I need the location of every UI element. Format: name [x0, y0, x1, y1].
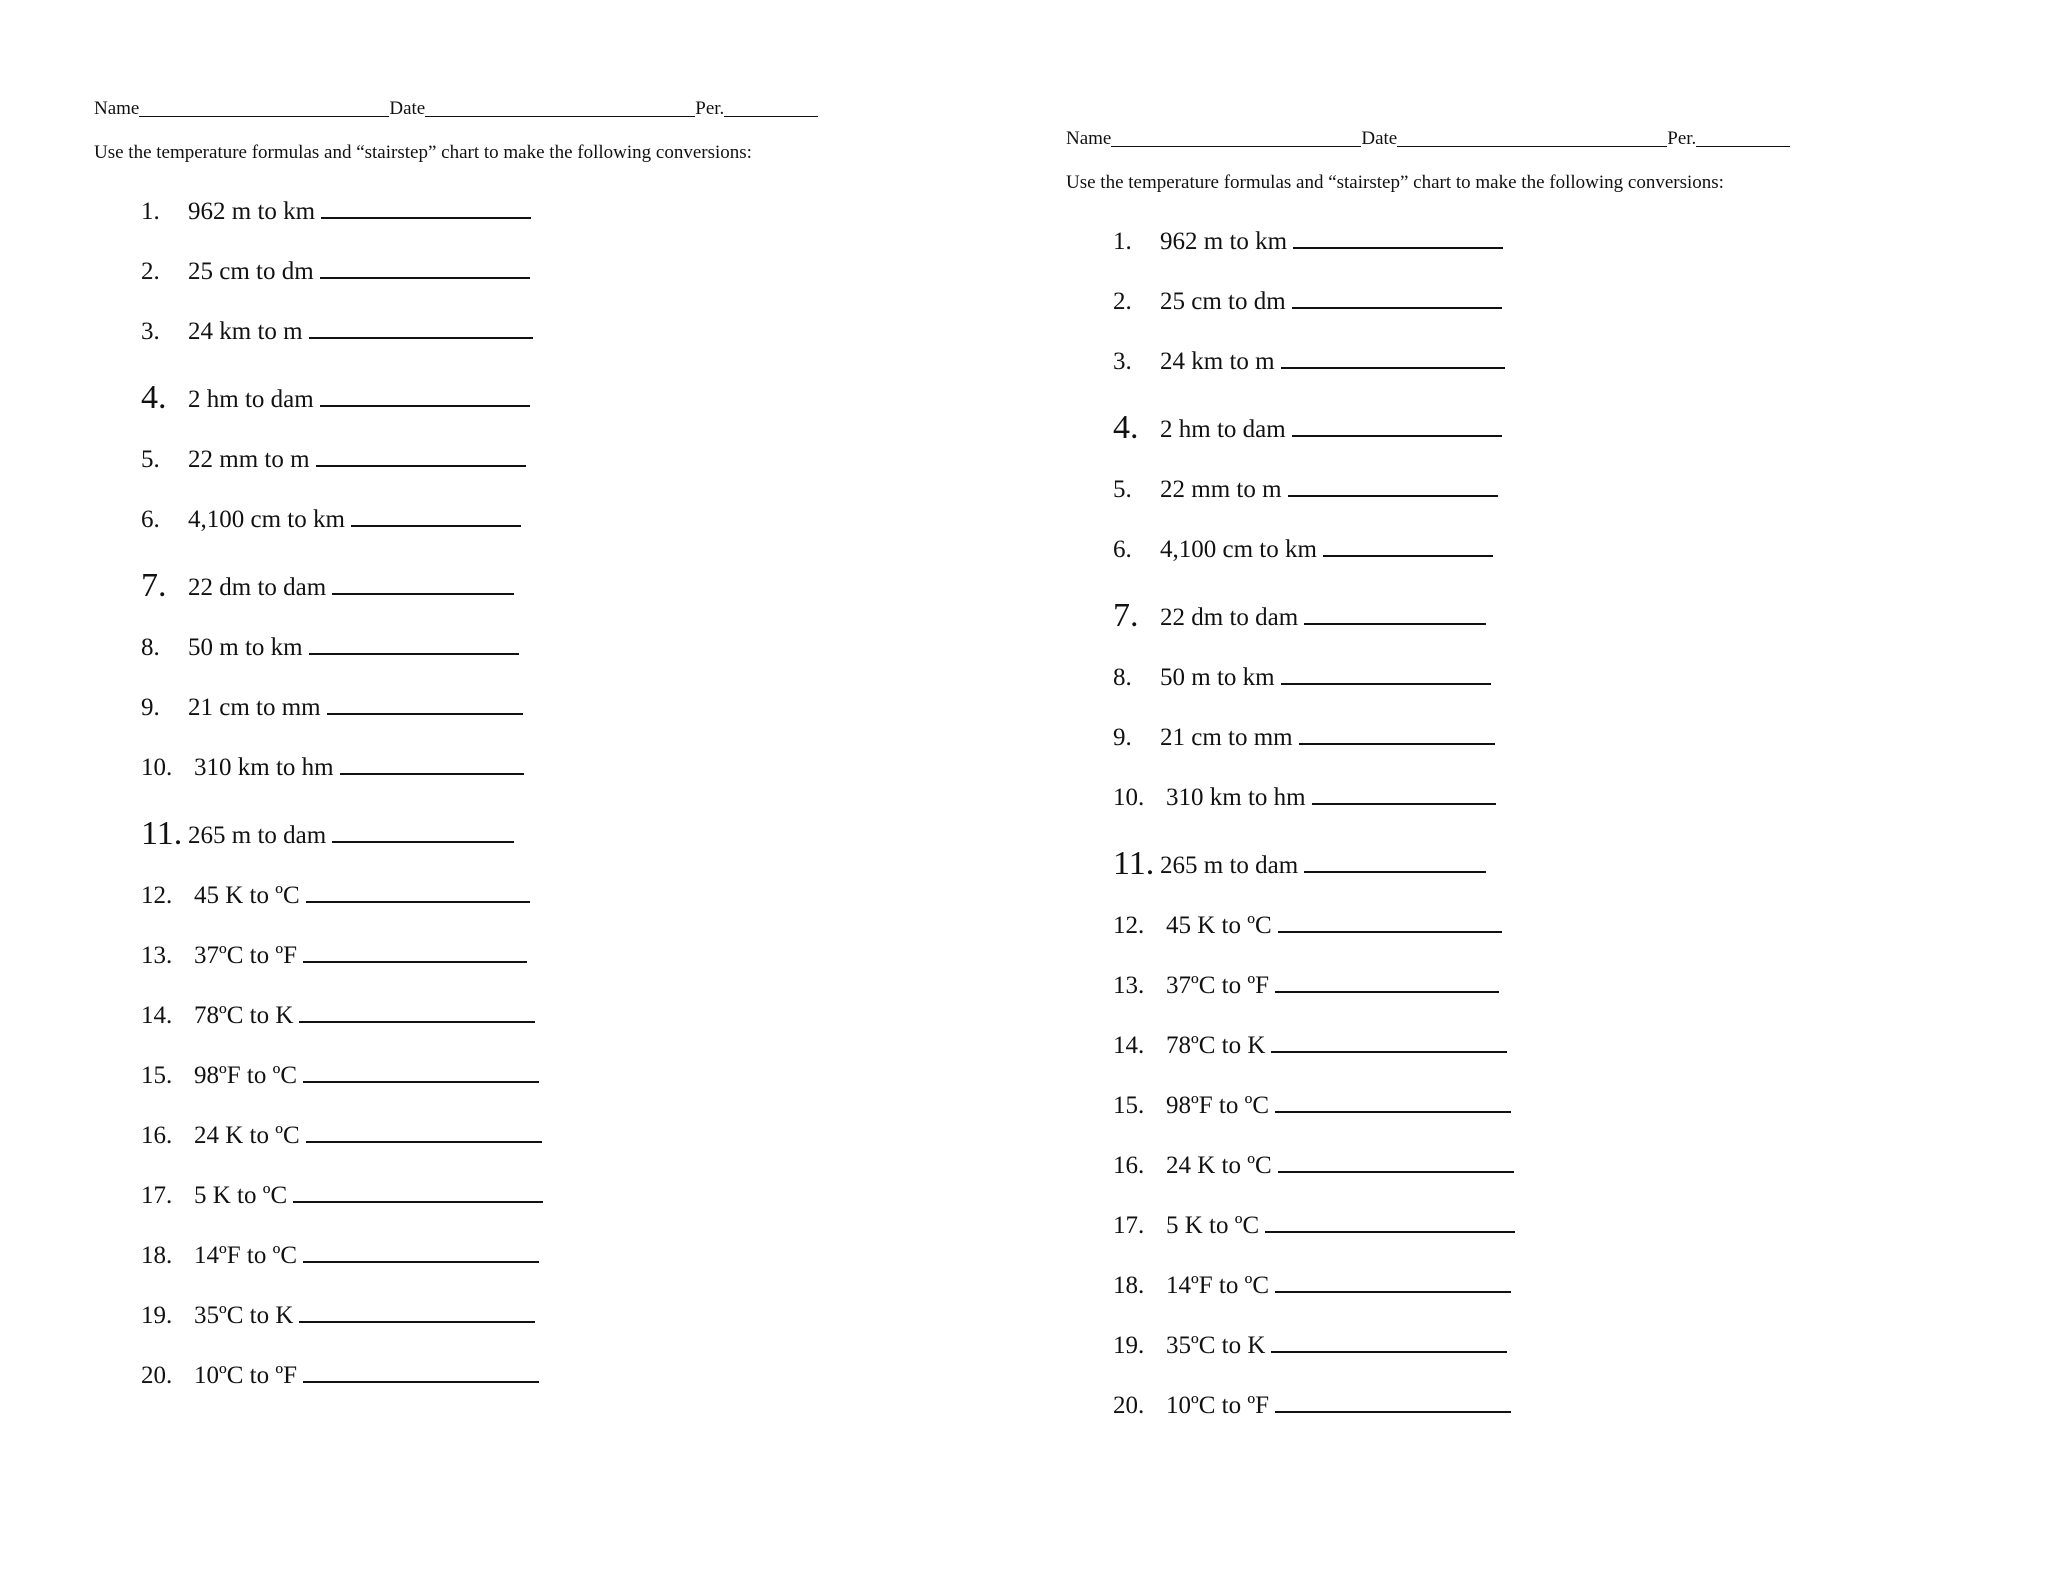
- problem-question: 98ºF to ºC: [1166, 1092, 1270, 1119]
- problem-item: [94, 364, 1034, 432]
- problem-number: 16.: [141, 1122, 173, 1149]
- answer-blank[interactable]: [1275, 1271, 1511, 1293]
- problem-item: [94, 1228, 1034, 1288]
- problem-number: 7.: [1113, 597, 1139, 634]
- problem-item: [94, 620, 1034, 680]
- problem-list: [1066, 214, 2006, 1438]
- problem-question: 45 K to ºC: [194, 882, 300, 909]
- problem-item: [1066, 710, 2006, 770]
- problem-question: 50 m to km: [188, 634, 303, 661]
- problem-text-wrap: [188, 385, 530, 414]
- problem-item: [1066, 898, 2006, 958]
- problem-item: [94, 552, 1034, 620]
- problem-question: 24 km to m: [188, 318, 303, 345]
- problem-text-wrap: [1160, 851, 1486, 880]
- answer-blank[interactable]: [327, 693, 523, 715]
- answer-blank[interactable]: [303, 1061, 539, 1083]
- problem-item: [94, 184, 1034, 244]
- problem-item: [1066, 522, 2006, 582]
- problem-text-wrap: [194, 1121, 542, 1150]
- problem-question: 35ºC to K: [1166, 1332, 1266, 1359]
- answer-blank[interactable]: [299, 1301, 535, 1323]
- problem-number: 18.: [141, 1242, 173, 1269]
- answer-blank[interactable]: [332, 573, 514, 595]
- answer-blank[interactable]: [321, 197, 531, 219]
- problem-item: [1066, 274, 2006, 334]
- name-label: Name: [1066, 128, 1112, 149]
- date-blank[interactable]: [425, 98, 695, 117]
- problem-question: 5 K to ºC: [194, 1182, 288, 1209]
- answer-blank[interactable]: [1304, 851, 1486, 873]
- answer-blank[interactable]: [1271, 1031, 1507, 1053]
- answer-blank[interactable]: [332, 821, 514, 843]
- problem-number: 15.: [1113, 1092, 1145, 1119]
- worksheet-left: [94, 96, 1034, 1408]
- problem-question: 310 km to hm: [1166, 784, 1306, 811]
- period-blank[interactable]: [1696, 128, 1790, 147]
- problem-question: 962 m to km: [1160, 228, 1288, 255]
- problem-text-wrap: [188, 505, 521, 534]
- problem-number: 13.: [1113, 972, 1145, 999]
- answer-blank[interactable]: [1288, 475, 1498, 497]
- problem-text-wrap: [1160, 535, 1493, 564]
- date-label: Date: [389, 98, 426, 119]
- problem-question: 22 mm to m: [1160, 476, 1282, 503]
- instructions: Use the temperature formulas and “stairstep” chart to make the following conversions:: [94, 142, 752, 163]
- problem-number: 15.: [141, 1062, 173, 1089]
- problem-question: 98ºF to ºC: [194, 1062, 298, 1089]
- answer-blank[interactable]: [1281, 347, 1505, 369]
- problem-item: [1066, 1198, 2006, 1258]
- problem-question: 35ºC to K: [194, 1302, 294, 1329]
- problem-text-wrap: [1166, 783, 1496, 812]
- problem-item: [1066, 462, 2006, 522]
- answer-blank[interactable]: [306, 881, 530, 903]
- student-info-line: [94, 96, 1034, 120]
- student-info-line: [1066, 126, 2006, 150]
- problem-number: 18.: [1113, 1272, 1145, 1299]
- problem-number: 11.: [141, 815, 183, 852]
- problem-item: [1066, 1138, 2006, 1198]
- problem-number: 2.: [1113, 288, 1132, 315]
- problem-question: 21 cm to mm: [1160, 724, 1293, 751]
- problem-number: 10.: [141, 754, 173, 781]
- problem-item: [94, 680, 1034, 740]
- problem-number: 16.: [1113, 1152, 1145, 1179]
- problem-number: 3.: [141, 318, 160, 345]
- problem-text-wrap: [1160, 347, 1505, 376]
- answer-blank[interactable]: [316, 445, 526, 467]
- problem-list: [94, 184, 1034, 1408]
- problem-question: 25 cm to dm: [188, 258, 314, 285]
- answer-blank[interactable]: [351, 505, 521, 527]
- answer-blank[interactable]: [303, 1241, 539, 1263]
- problem-text-wrap: [194, 1241, 539, 1270]
- answer-blank[interactable]: [303, 941, 527, 963]
- answer-blank[interactable]: [1299, 723, 1495, 745]
- answer-blank[interactable]: [1292, 415, 1502, 437]
- problem-question: 78ºC to K: [194, 1002, 294, 1029]
- problem-item: [94, 928, 1034, 988]
- problem-text-wrap: [1166, 971, 1499, 1000]
- answer-blank[interactable]: [309, 633, 519, 655]
- problem-item: [1066, 214, 2006, 274]
- problem-item: [1066, 1258, 2006, 1318]
- answer-blank[interactable]: [1281, 663, 1491, 685]
- problem-item: [1066, 1378, 2006, 1438]
- problem-number: 17.: [1113, 1212, 1145, 1239]
- problem-question: 4,100 cm to km: [188, 506, 345, 533]
- problem-number: 6.: [1113, 536, 1132, 563]
- problem-item: [94, 1108, 1034, 1168]
- problem-question: 22 mm to m: [188, 446, 310, 473]
- problem-item: [1066, 582, 2006, 650]
- problem-item: [1066, 958, 2006, 1018]
- answer-blank[interactable]: [340, 753, 524, 775]
- problem-text-wrap: [188, 633, 519, 662]
- problem-number: 14.: [141, 1002, 173, 1029]
- period-label: Per.: [695, 98, 725, 119]
- problem-item: [1066, 770, 2006, 830]
- answer-blank[interactable]: [306, 1121, 542, 1143]
- problem-text-wrap: [1166, 1271, 1511, 1300]
- problem-text-wrap: [188, 317, 533, 346]
- problem-question: 24 km to m: [1160, 348, 1275, 375]
- problem-item: [94, 492, 1034, 552]
- problem-number: 5.: [141, 446, 160, 473]
- answer-blank[interactable]: [1275, 1091, 1511, 1113]
- problem-item: [1066, 830, 2006, 898]
- problem-item: [94, 304, 1034, 364]
- problem-number: 17.: [141, 1182, 173, 1209]
- problem-text-wrap: [194, 881, 530, 910]
- instructions: Use the temperature formulas and “stairstep” chart to make the following conversions:: [1066, 172, 1724, 193]
- problem-item: [1066, 650, 2006, 710]
- problem-text-wrap: [188, 445, 526, 474]
- name-blank[interactable]: [139, 98, 389, 117]
- problem-item: [94, 1288, 1034, 1348]
- problem-text-wrap: [1160, 603, 1486, 632]
- problem-question: 14ºF to ºC: [1166, 1272, 1270, 1299]
- problem-question: 962 m to km: [188, 198, 316, 225]
- problem-question: 10ºC to ºF: [194, 1362, 298, 1389]
- problem-question: 50 m to km: [1160, 664, 1275, 691]
- problem-text-wrap: [1166, 1151, 1514, 1180]
- problem-number: 19.: [141, 1302, 173, 1329]
- problem-number: 11.: [1113, 845, 1155, 882]
- problem-text-wrap: [188, 821, 514, 850]
- answer-blank[interactable]: [1275, 971, 1499, 993]
- problem-number: 8.: [1113, 664, 1132, 691]
- problem-question: 78ºC to K: [1166, 1032, 1266, 1059]
- problem-text-wrap: [1166, 911, 1502, 940]
- problem-number: 9.: [1113, 724, 1132, 751]
- problem-number: 2.: [141, 258, 160, 285]
- answer-blank[interactable]: [309, 317, 533, 339]
- problem-text-wrap: [194, 1061, 539, 1090]
- problem-question: 22 dm to dam: [188, 574, 327, 601]
- answer-blank[interactable]: [1312, 783, 1496, 805]
- problem-question: 21 cm to mm: [188, 694, 321, 721]
- problem-number: 19.: [1113, 1332, 1145, 1359]
- problem-text-wrap: [188, 693, 523, 722]
- problem-number: 1.: [1113, 228, 1132, 255]
- problem-item: [94, 432, 1034, 492]
- problem-item: [94, 1048, 1034, 1108]
- name-blank[interactable]: [1111, 128, 1361, 147]
- problem-question: 24 K to ºC: [194, 1122, 300, 1149]
- problem-item: [94, 740, 1034, 800]
- problem-item: [94, 1348, 1034, 1408]
- problem-item: [94, 800, 1034, 868]
- answer-blank[interactable]: [1278, 911, 1502, 933]
- problem-text-wrap: [188, 257, 530, 286]
- answer-blank[interactable]: [293, 1181, 543, 1203]
- problem-text-wrap: [194, 753, 524, 782]
- answer-blank[interactable]: [303, 1361, 539, 1383]
- problem-text-wrap: [1160, 475, 1498, 504]
- problem-question: 45 K to ºC: [1166, 912, 1272, 939]
- problem-item: [1066, 394, 2006, 462]
- problem-question: 22 dm to dam: [1160, 604, 1299, 631]
- answer-blank[interactable]: [1293, 227, 1503, 249]
- answer-blank[interactable]: [1292, 287, 1502, 309]
- problem-question: 5 K to ºC: [1166, 1212, 1260, 1239]
- problem-question: 265 m to dam: [1160, 852, 1299, 879]
- problem-question: 265 m to dam: [188, 822, 327, 849]
- date-label: Date: [1361, 128, 1398, 149]
- problem-item: [94, 1168, 1034, 1228]
- problem-question: 4,100 cm to km: [1160, 536, 1317, 563]
- problem-question: 2 hm to dam: [1160, 416, 1286, 443]
- problem-text-wrap: [194, 1361, 539, 1390]
- problem-text-wrap: [1160, 663, 1491, 692]
- problem-item: [1066, 334, 2006, 394]
- period-label: Per.: [1667, 128, 1697, 149]
- answer-blank[interactable]: [1271, 1331, 1507, 1353]
- problem-text-wrap: [194, 1001, 535, 1030]
- problem-number: 13.: [141, 942, 173, 969]
- problem-number: 7.: [141, 567, 167, 604]
- problem-text-wrap: [1166, 1331, 1507, 1360]
- problem-question: 10ºC to ºF: [1166, 1392, 1270, 1419]
- problem-text-wrap: [1166, 1211, 1515, 1240]
- problem-item: [1066, 1018, 2006, 1078]
- worksheet-right: [1066, 126, 2006, 1438]
- problem-question: 37ºC to ºF: [1166, 972, 1270, 999]
- answer-blank[interactable]: [320, 385, 530, 407]
- answer-blank[interactable]: [1275, 1391, 1511, 1413]
- answer-blank[interactable]: [320, 257, 530, 279]
- answer-blank[interactable]: [1304, 603, 1486, 625]
- problem-text-wrap: [188, 573, 514, 602]
- problem-text-wrap: [1160, 723, 1495, 752]
- problem-item: [94, 988, 1034, 1048]
- problem-number: 10.: [1113, 784, 1145, 811]
- problem-text-wrap: [1166, 1091, 1511, 1120]
- problem-text-wrap: [1160, 287, 1502, 316]
- answer-blank[interactable]: [1323, 535, 1493, 557]
- problem-number: 1.: [141, 198, 160, 225]
- problem-number: 4.: [1113, 409, 1139, 446]
- problem-item: [94, 244, 1034, 304]
- problem-text-wrap: [1160, 415, 1502, 444]
- problem-number: 9.: [141, 694, 160, 721]
- problem-question: 37ºC to ºF: [194, 942, 298, 969]
- problem-number: 8.: [141, 634, 160, 661]
- problem-text-wrap: [1166, 1031, 1507, 1060]
- problem-question: 310 km to hm: [194, 754, 334, 781]
- problem-number: 12.: [1113, 912, 1145, 939]
- problem-item: [1066, 1078, 2006, 1138]
- problem-number: 3.: [1113, 348, 1132, 375]
- problem-number: 5.: [1113, 476, 1132, 503]
- problem-text-wrap: [188, 197, 531, 226]
- problem-question: 2 hm to dam: [188, 386, 314, 413]
- problem-text-wrap: [1166, 1391, 1511, 1420]
- answer-blank[interactable]: [1265, 1211, 1515, 1233]
- name-label: Name: [94, 98, 140, 119]
- period-blank[interactable]: [724, 98, 818, 117]
- answer-blank[interactable]: [1278, 1151, 1514, 1173]
- problem-text-wrap: [194, 941, 527, 970]
- problem-number: 6.: [141, 506, 160, 533]
- problem-text-wrap: [1160, 227, 1503, 256]
- problem-text-wrap: [194, 1181, 543, 1210]
- problem-number: 20.: [141, 1362, 173, 1389]
- problem-question: 24 K to ºC: [1166, 1152, 1272, 1179]
- problem-number: 12.: [141, 882, 173, 909]
- problem-item: [94, 868, 1034, 928]
- problem-question: 14ºF to ºC: [194, 1242, 298, 1269]
- date-blank[interactable]: [1397, 128, 1667, 147]
- problem-number: 4.: [141, 379, 167, 416]
- problem-item: [1066, 1318, 2006, 1378]
- problem-text-wrap: [194, 1301, 535, 1330]
- answer-blank[interactable]: [299, 1001, 535, 1023]
- problem-question: 25 cm to dm: [1160, 288, 1286, 315]
- problem-number: 20.: [1113, 1392, 1145, 1419]
- problem-number: 14.: [1113, 1032, 1145, 1059]
